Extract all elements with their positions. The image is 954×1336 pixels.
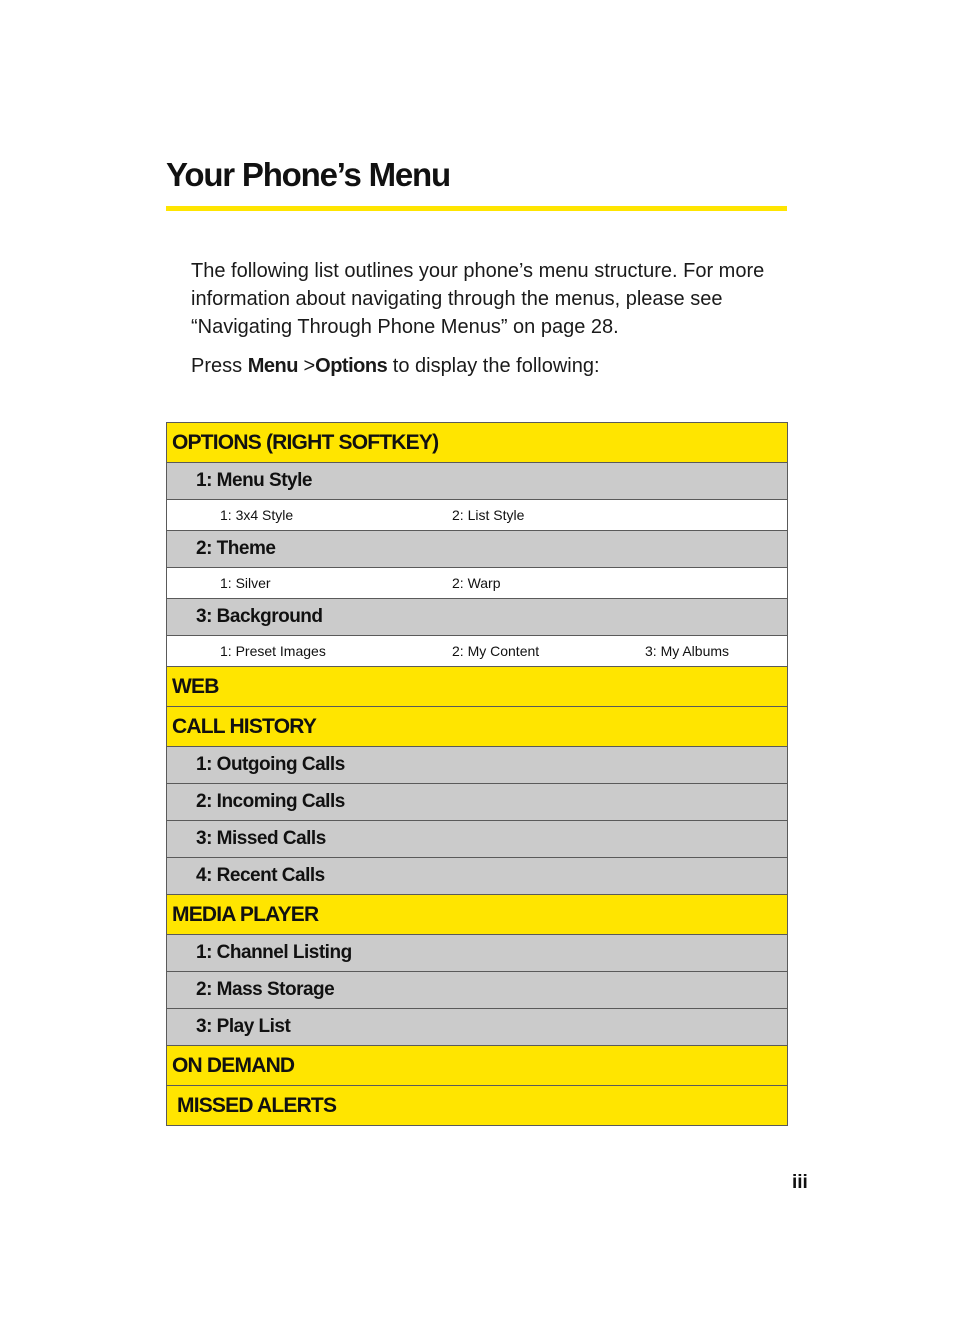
option-row-theme <box>167 568 788 599</box>
submenu-recent-calls: 4: Recent Calls <box>167 858 788 895</box>
option-preset-images: 1: Preset Images <box>220 643 326 659</box>
menu-heading-options: OPTIONS (RIGHT SOFTKEY) <box>167 423 788 463</box>
menu-row-media-player <box>167 895 788 935</box>
menu-heading-web: WEB <box>167 667 788 707</box>
submenu-row <box>167 972 788 1009</box>
option-row-background <box>167 636 788 667</box>
submenu-outgoing-calls: 1: Outgoing Calls <box>167 747 788 784</box>
options-key-label: Options <box>315 355 388 377</box>
menu-heading-call-history: CALL HISTORY <box>167 707 788 747</box>
menu-row-on-demand <box>167 1046 788 1086</box>
submenu-background: 3: Background <box>167 599 788 636</box>
submenu-row-theme <box>167 531 788 568</box>
submenu-mass-storage: 2: Mass Storage <box>167 972 788 1009</box>
submenu-row <box>167 935 788 972</box>
menu-row-call-history <box>167 707 788 747</box>
option-my-content: 2: My Content <box>452 643 540 659</box>
menu-row-missed-alerts <box>167 1086 788 1126</box>
submenu-menu-style: 1: Menu Style <box>167 463 788 500</box>
submenu-row-background <box>167 599 788 636</box>
submenu-incoming-calls: 2: Incoming Calls <box>167 784 788 821</box>
intro-paragraph: The following list outlines your phone’s menu structure. For more information about navigating through the menus, please see “Navigating Through Phone Menus” on page 28. <box>191 260 765 338</box>
submenu-row <box>167 858 788 895</box>
instruction-line <box>191 352 600 380</box>
option-silver: 1: Silver <box>220 575 271 591</box>
option-my-albums: 3: My Albums <box>645 643 730 659</box>
page-title: Your Phone’s Menu <box>166 156 450 193</box>
submenu-row-menu-style <box>167 463 788 500</box>
option-list-style: 2: List Style <box>452 507 525 523</box>
option-3x4-style: 1: 3x4 Style <box>220 507 294 523</box>
instruction-prefix: Press <box>191 355 248 377</box>
submenu-row <box>167 784 788 821</box>
menu-heading-on-demand: ON DEMAND <box>167 1046 788 1086</box>
menu-structure-table <box>166 422 788 1126</box>
menu-heading-missed-alerts: MISSED ALERTS <box>167 1086 788 1126</box>
instruction-separator: > <box>297 355 316 377</box>
menu-row-options <box>167 423 788 463</box>
submenu-theme: 2: Theme <box>167 531 788 568</box>
submenu-play-list: 3: Play List <box>167 1009 788 1046</box>
option-row-menu-style <box>167 500 788 531</box>
submenu-row <box>167 821 788 858</box>
submenu-missed-calls: 3: Missed Calls <box>167 821 788 858</box>
title-underline <box>166 206 787 211</box>
instruction-suffix: to display the following: <box>387 355 600 377</box>
page-number: iii <box>792 1172 808 1193</box>
menu-heading-media-player: MEDIA PLAYER <box>167 895 788 935</box>
menu-key-label: Menu <box>247 355 298 377</box>
submenu-row <box>167 1009 788 1046</box>
menu-row-web <box>167 667 788 707</box>
option-warp: 2: Warp <box>452 575 501 591</box>
submenu-channel-listing: 1: Channel Listing <box>167 935 788 972</box>
submenu-row <box>167 747 788 784</box>
